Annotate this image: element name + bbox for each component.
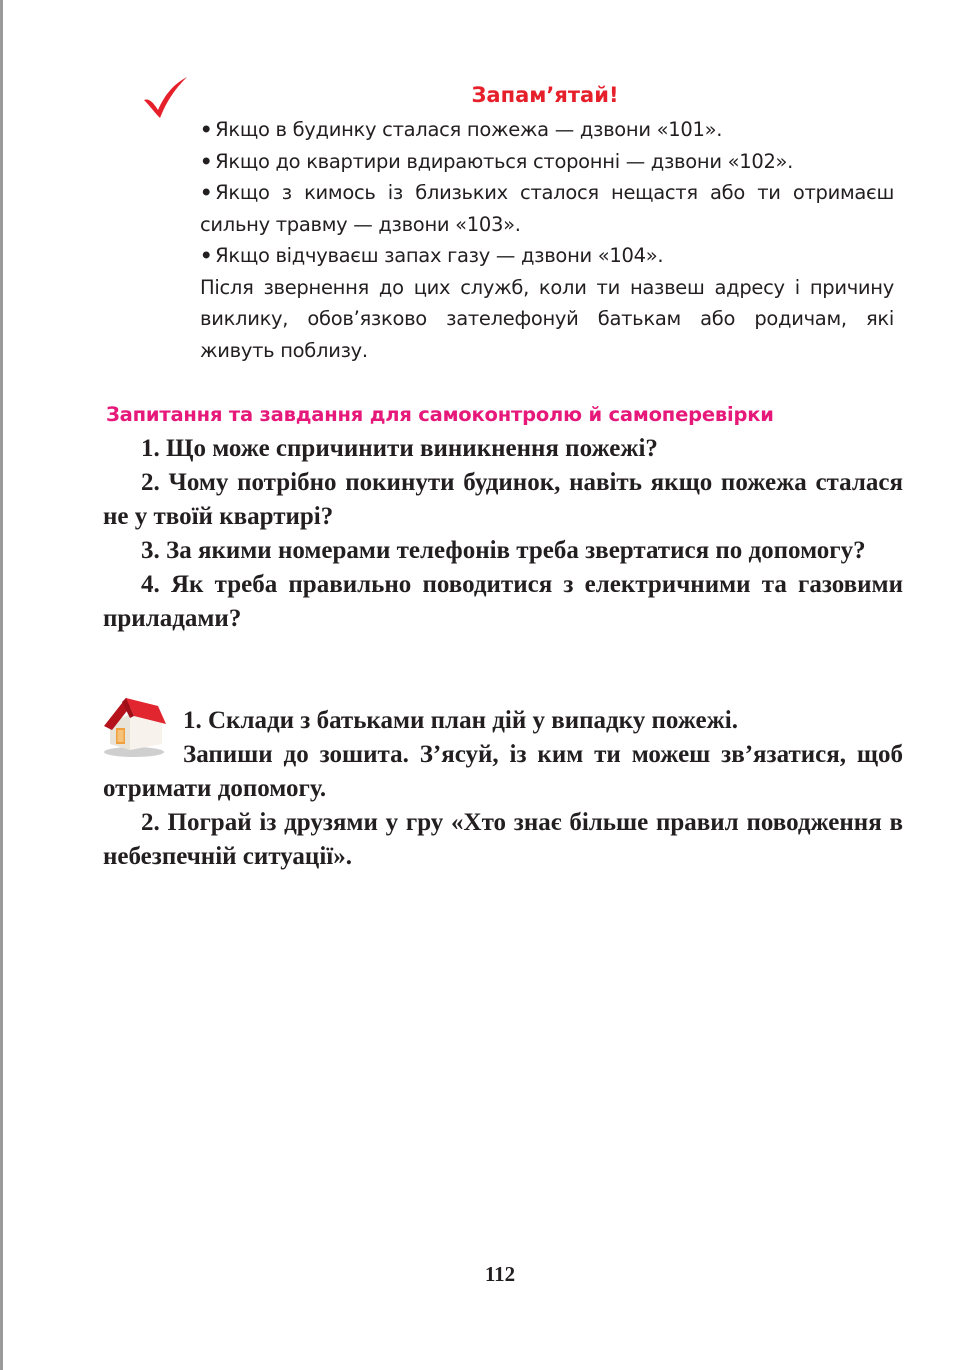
task-item: 1. Склади з батьками план дій у випадку пожежі. [183, 707, 738, 734]
question-item: 3. За якими номерами телефонів треба звертатися по допомогу? [141, 537, 866, 564]
question-item: 2. Чому потрібно покинути будинок, навіть якщо пожежа сталася не у твоїй квартирі? [103, 469, 903, 530]
page-number: 112 [484, 1262, 516, 1286]
remember-item: • Якщо в будинку сталася пожежа — дзвони «101». [200, 118, 723, 141]
remember-item: • Якщо відчуваєш запах газу — дзвони «104». [200, 244, 664, 267]
remember-item: • Якщо з кимось із близьких сталося нещастя або ти отримаєш сильну травму — дзвони «103». [200, 181, 894, 236]
remember-item: • Якщо до квартири вдираються сторонні — дзвони «102». [200, 149, 794, 173]
questions-heading: Запитання та завдання для самоконтролю й самоперевірки [106, 403, 774, 426]
remember-title: Запам’ятай! [471, 83, 619, 107]
page-edge [0, 0, 3, 1370]
question-item: 4. Як треба правильно поводитися з електричними та газовими приладами? [103, 571, 903, 632]
remember-note: Після звернення до цих служб, коли ти назвеш адресу і причину виклику, обов’язково зателефонуй батькам або родичам, які живуть поблизу. [200, 275, 894, 362]
home-tasks [103, 704, 903, 874]
task-item: 2. Пограй із друзями у гру «Хто знає більше правил поводження в небезпечній ситуації». [103, 809, 903, 870]
questions-list [103, 432, 903, 636]
task-item-continued: Запиши до зошита. З’ясуй, із ким ти можеш зв’язатися, щоб отримати допомогу. [103, 741, 903, 802]
question-item: 1. Що може спричинити виникнення пожежі? [141, 435, 658, 462]
remember-block [200, 114, 894, 366]
